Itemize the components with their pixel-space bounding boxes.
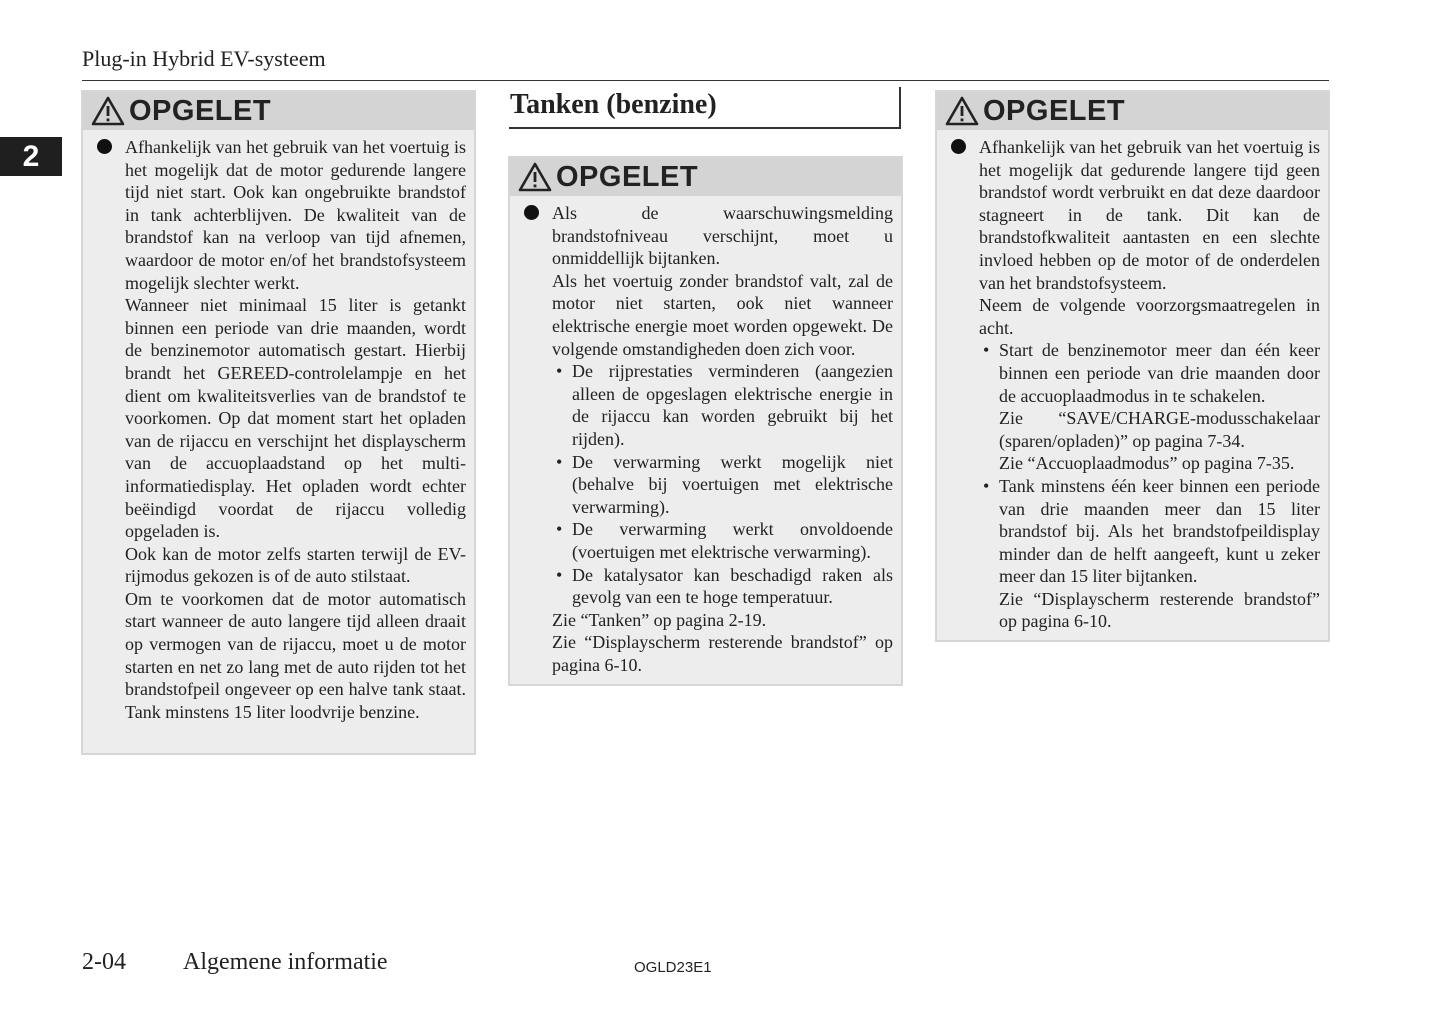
page-reference: Zie “Displayscherm resterende brandstof” op pagina 6-10. xyxy=(552,632,893,675)
left-caution-paragraph-1: Afhankelijk van het gebruik van het voertuig is het mogelijk dat de motor gedurende langere tijd niet start. Ook kan ongebruikte brandstof in tank achterblijven. De kwaliteit van de brandstof kan na verloop van tijd afnemen, waardoor de motor en/of het brandstofsysteem mogelijk slechter werkt. xyxy=(125,137,466,293)
footer-document-code: OGLD23E1 xyxy=(634,959,712,976)
caution-label: OPGELET xyxy=(556,160,699,193)
list-item: • De verwarming werkt mogelijk niet (behalve bij voertuigen met elektrische verwarming). xyxy=(552,451,893,519)
chapter-tab: 2 xyxy=(0,137,62,176)
left-caution-header xyxy=(83,92,474,130)
page-reference: Zie “Accuoplaadmodus” op pagina 7-35. xyxy=(999,453,1295,474)
warning-icon xyxy=(91,96,125,126)
right-caution-paragraph-2: Neem de volgende voorzorgsmaatregelen in acht. xyxy=(979,295,1320,338)
caution-label: OPGELET xyxy=(129,94,272,127)
right-caution-body xyxy=(937,130,1328,641)
list-item: • De katalysator kan beschadigd raken als gevolg van een te hoge temperatuur. xyxy=(552,564,893,609)
middle-caution-box xyxy=(508,156,903,686)
list-item xyxy=(979,475,1320,633)
bullet-icon xyxy=(951,139,966,154)
middle-caution-body xyxy=(510,196,901,684)
middle-caution-intro: Als de waarschuwingsmelding brandstofniveau verschijnt, moet u onmiddellijk bijtanken. xyxy=(552,203,893,269)
warning-icon xyxy=(945,96,979,126)
bullet-icon xyxy=(97,139,112,154)
list-item xyxy=(979,339,1320,475)
right-caution-header xyxy=(937,92,1328,130)
page-reference: Zie “Displayscherm resterende brandstof” op pagina 6-10. xyxy=(999,588,1320,632)
list-item-text: • Start de benzinemotor meer dan één keer binnen een periode van drie maanden door de accuoplaadmodus in te schakelen. xyxy=(999,340,1320,406)
middle-caution-paragraph-2: Als het voertuig zonder brandstof valt, zal de motor niet starten, ook niet wanneer elektrische energie moet worden opgewekt. De volgende omstandigheden doen zich voor. xyxy=(552,270,893,359)
footer-section-title: Algemene informatie xyxy=(183,949,388,975)
right-caution-intro: Afhankelijk van het gebruik van het voertuig is het mogelijk dat gedurende langere tijd geen brandstof wordt verbruikt en dat deze daardoor stagneert in de tank. Dit kan de brandstofkwaliteit aantasten en een slechte invloed hebben op de motor of de onderdelen van het brandstofsysteem. xyxy=(979,137,1320,293)
list-item: • De rijprestaties verminderen (aangezien alleen de opgeslagen elektrische energie in de rijaccu kan worden gebruikt bij het rijden). xyxy=(552,360,893,450)
page-reference: Zie “Tanken” op pagina 2-19. xyxy=(552,609,767,630)
page-reference: Zie “SAVE/CHARGE-modusschakelaar (sparen/opladen)” op pagina 7-34. xyxy=(999,408,1320,451)
section-title: Tanken (benzine) xyxy=(509,87,901,129)
left-caution-paragraph-2: Wanneer niet minimaal 15 liter is getankt binnen een periode van drie maanden, wordt de benzinemotor automatisch gestart. Hierbij brandt het GEREED-controlelampje en het dient om kwaliteitsverlies van de brandstof te voorkomen. Op dat moment start het opladen van de rijaccu en verschijnt het displayscherm van de accuoplaadstand op het multi-informatiedisplay. Het opladen wordt echter beëindigd voordat de rijaccu volledig opgeladen is. xyxy=(125,295,466,542)
warning-icon xyxy=(518,162,552,192)
header-rule xyxy=(82,80,1329,81)
bullet-icon xyxy=(524,205,539,220)
caution-label: OPGELET xyxy=(983,94,1126,127)
list-item: • De verwarming werkt onvoldoende (voertuigen met elektrische verwarming). xyxy=(552,518,893,563)
left-caution-paragraph-4: Om te voorkomen dat de motor automatisch start wanneer de auto langere tijd alleen draait op vermogen van de rijaccu, moet u de motor starten en net zo lang met de auto rijden tot het brandstofpeil ongeveer op een halve tank staat. Tank minstens 15 liter loodvrije benzine. xyxy=(125,588,466,722)
left-caution-paragraph-3: Ook kan de motor zelfs starten terwijl de EV-rijmodus gekozen is of de auto stilstaat. xyxy=(125,543,466,587)
middle-caution-header xyxy=(510,158,901,196)
footer-page-number: 2-04 xyxy=(82,949,126,975)
right-caution-box xyxy=(935,90,1330,642)
page-header-title: Plug-in Hybrid EV-systeem xyxy=(82,46,326,71)
left-caution-body xyxy=(83,130,474,731)
left-caution-box xyxy=(81,90,476,755)
list-item-text: • Tank minstens één keer binnen een periode van drie maanden meer dan 15 liter brandstof bij. Als het brandstofpeildisplay minder dan de helft aangeeft, kunt u zeker meer dan 15 liter bijtanken. xyxy=(999,475,1320,587)
